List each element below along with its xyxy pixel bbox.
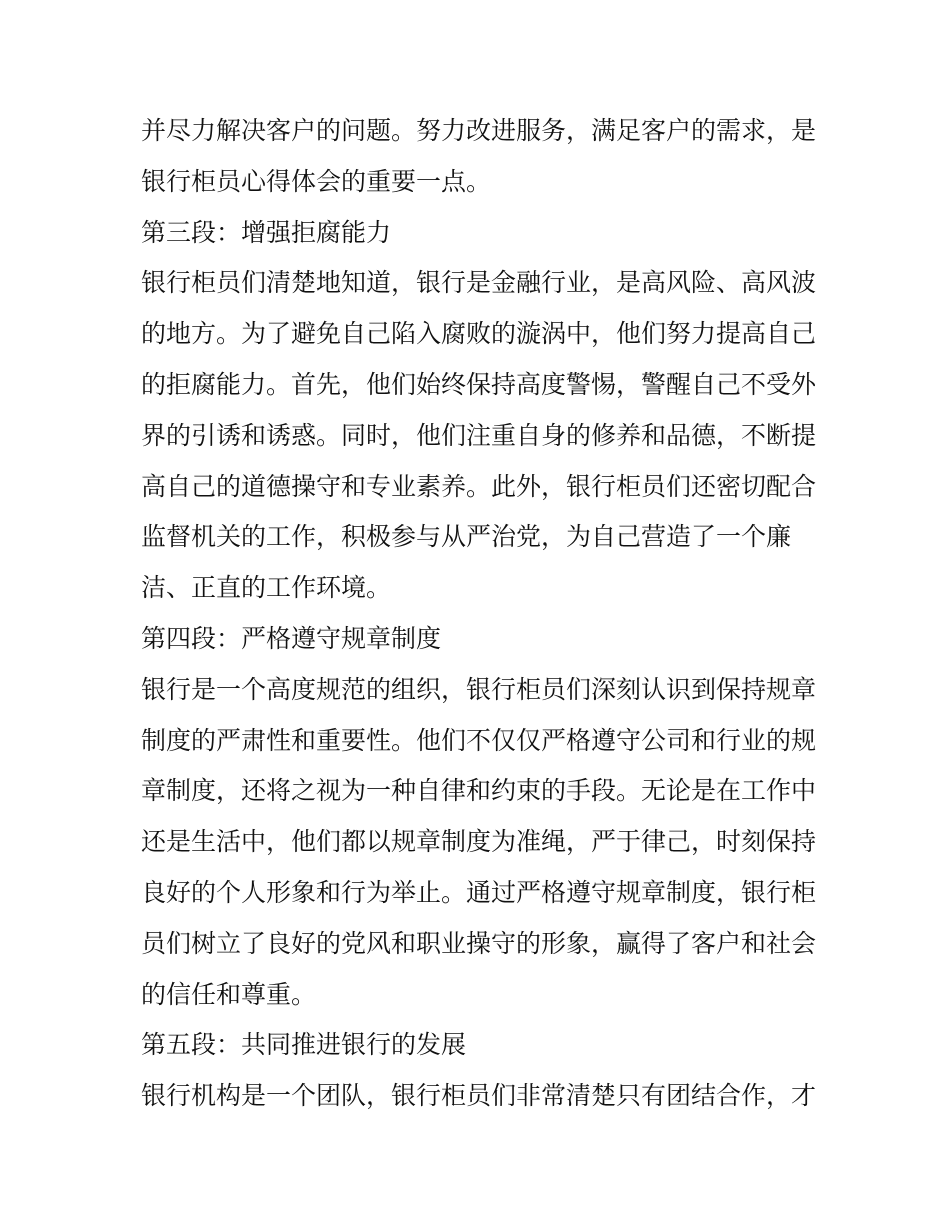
text-line: 还是生活中，他们都以规章制度为准绳，严于律己，时刻保持 (141, 827, 817, 857)
text-line: 并尽力解决客户的问题。努力改进服务，满足客户的需求，是 (141, 116, 817, 145)
text-line: 章制度，还将之视为一种自律和约束的手段。无论是在工作中 (141, 776, 817, 806)
text-line: 监督机关的工作，积极参与从严治党，为自己营造了一个廉 (141, 522, 792, 552)
text-line: 银行柜员们清楚地知道，银行是金融行业，是高风险、高风波 (141, 268, 817, 298)
section-heading: 第五段：共同推进银行的发展 (141, 1030, 467, 1060)
section-heading: 第四段：严格遵守规章制度 (141, 623, 442, 653)
text-line: 的信任和尊重。 (141, 979, 317, 1009)
text-line: 银行是一个高度规范的组织，银行柜员们深刻认识到保持规章 (141, 674, 817, 704)
text-line: 界的引诱和诱惑。同时，他们注重自身的修养和品德，不断提 (141, 420, 817, 450)
text-line: 员们树立了良好的党风和职业操守的形象，赢得了客户和社会 (141, 928, 817, 958)
section-heading: 第三段：增强拒腐能力 (141, 217, 392, 247)
text-line: 高自己的道德操守和专业素养。此外，银行柜员们还密切配合 (141, 471, 817, 501)
text-line: 洁、正直的工作环境。 (141, 573, 392, 603)
text-line: 银行机构是一个团队，银行柜员们非常清楚只有团结合作，才 (141, 1081, 817, 1111)
text-line: 银行柜员心得体会的重要一点。 (141, 166, 492, 196)
text-line: 制度的严肃性和重要性。他们不仅仅严格遵守公司和行业的规 (141, 725, 817, 755)
text-line: 良好的个人形象和行为举止。通过严格遵守规章制度，银行柜 (141, 877, 817, 907)
text-line: 的地方。为了避免自己陷入腐败的漩涡中，他们努力提高自己 (141, 319, 817, 349)
text-line: 的拒腐能力。首先，他们始终保持高度警惕，警醒自己不受外 (141, 369, 817, 399)
document-body (141, 106, 821, 1122)
